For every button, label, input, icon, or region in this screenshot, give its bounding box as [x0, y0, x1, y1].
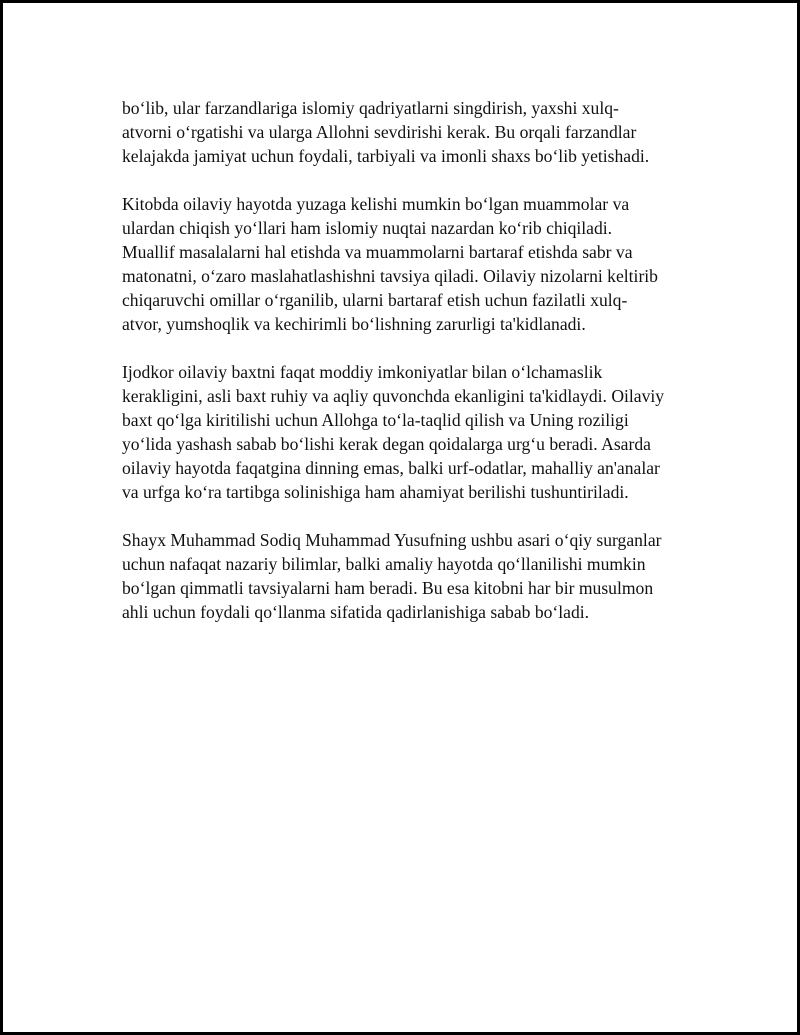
- text-line: Shayx Muhammad Sodiq Muhammad Yusufning ushbu asari o‘qiy surganlar: [122, 530, 662, 550]
- paragraph-3: [122, 360, 694, 504]
- text-line: va urfga ko‘ra tartibga solinishiga ham ahamiyat berilishi tushuntiriladi.: [122, 482, 629, 502]
- text-line: baxt qo‘lga kiritilishi uchun Allohga to‘la-taqlid qilish va Uning roziligi: [122, 410, 629, 430]
- paragraph-2: [122, 192, 694, 336]
- page-body-text: [122, 96, 694, 648]
- text-line: chiqaruvchi omillar o‘rganilib, ularni bartaraf etish uchun fazilatli xulq-: [122, 290, 628, 310]
- text-line: bo‘lib, ular farzandlariga islomiy qadriyatlarni singdirish, yaxshi xulq-: [122, 98, 619, 118]
- text-line: Ijodkor oilaviy baxtni faqat moddiy imkoniyatlar bilan o‘lchamaslik: [122, 362, 603, 382]
- text-line: Kitobda oilaviy hayotda yuzaga kelishi mumkin bo‘lgan muammolar va: [122, 194, 630, 214]
- text-line: ahli uchun foydali qo‘llanma sifatida qadirlanishiga sabab bo‘ladi.: [122, 602, 590, 622]
- text-line: Muallif masalalarni hal etishda va muammolarni bartaraf etishda sabr va: [122, 242, 633, 262]
- text-line: matonatni, o‘zaro maslahatlashishni tavsiya qiladi. Oilaviy nizolarni keltirib: [122, 266, 658, 286]
- text-line: atvorni o‘rgatishi va ularga Allohni sevdirishi kerak. Bu orqali farzandlar: [122, 122, 637, 142]
- text-line: uchun nafaqat nazariy bilimlar, balki amaliy hayotda qo‘llanilishi mumkin: [122, 554, 646, 574]
- paragraph-4: [122, 528, 694, 624]
- text-line: kelajakda jamiyat uchun foydali, tarbiyali va imonli shaxs bo‘lib yetishadi.: [122, 146, 650, 166]
- text-line: kerakligini, asli baxt ruhiy va aqliy quvonchda ekanligini ta'kidlaydi. Oilaviy: [122, 386, 665, 406]
- text-line: bo‘lgan qimmatli tavsiyalarni ham beradi. Bu esa kitobni har bir musulmon: [122, 578, 654, 598]
- text-line: oilaviy hayotda faqatgina dinning emas, balki urf-odatlar, mahalliy an'analar: [122, 458, 660, 478]
- text-line: ulardan chiqish yo‘llari ham islomiy nuqtai nazardan ko‘rib chiqiladi.: [122, 218, 613, 238]
- paragraph-1: [122, 96, 694, 168]
- text-line: atvor, yumshoqlik va kechirimli bo‘lishning zarurligi ta'kidlanadi.: [122, 314, 586, 334]
- text-line: yo‘lida yashash sabab bo‘lishi kerak degan qoidalarga urg‘u beradi. Asarda: [122, 434, 651, 454]
